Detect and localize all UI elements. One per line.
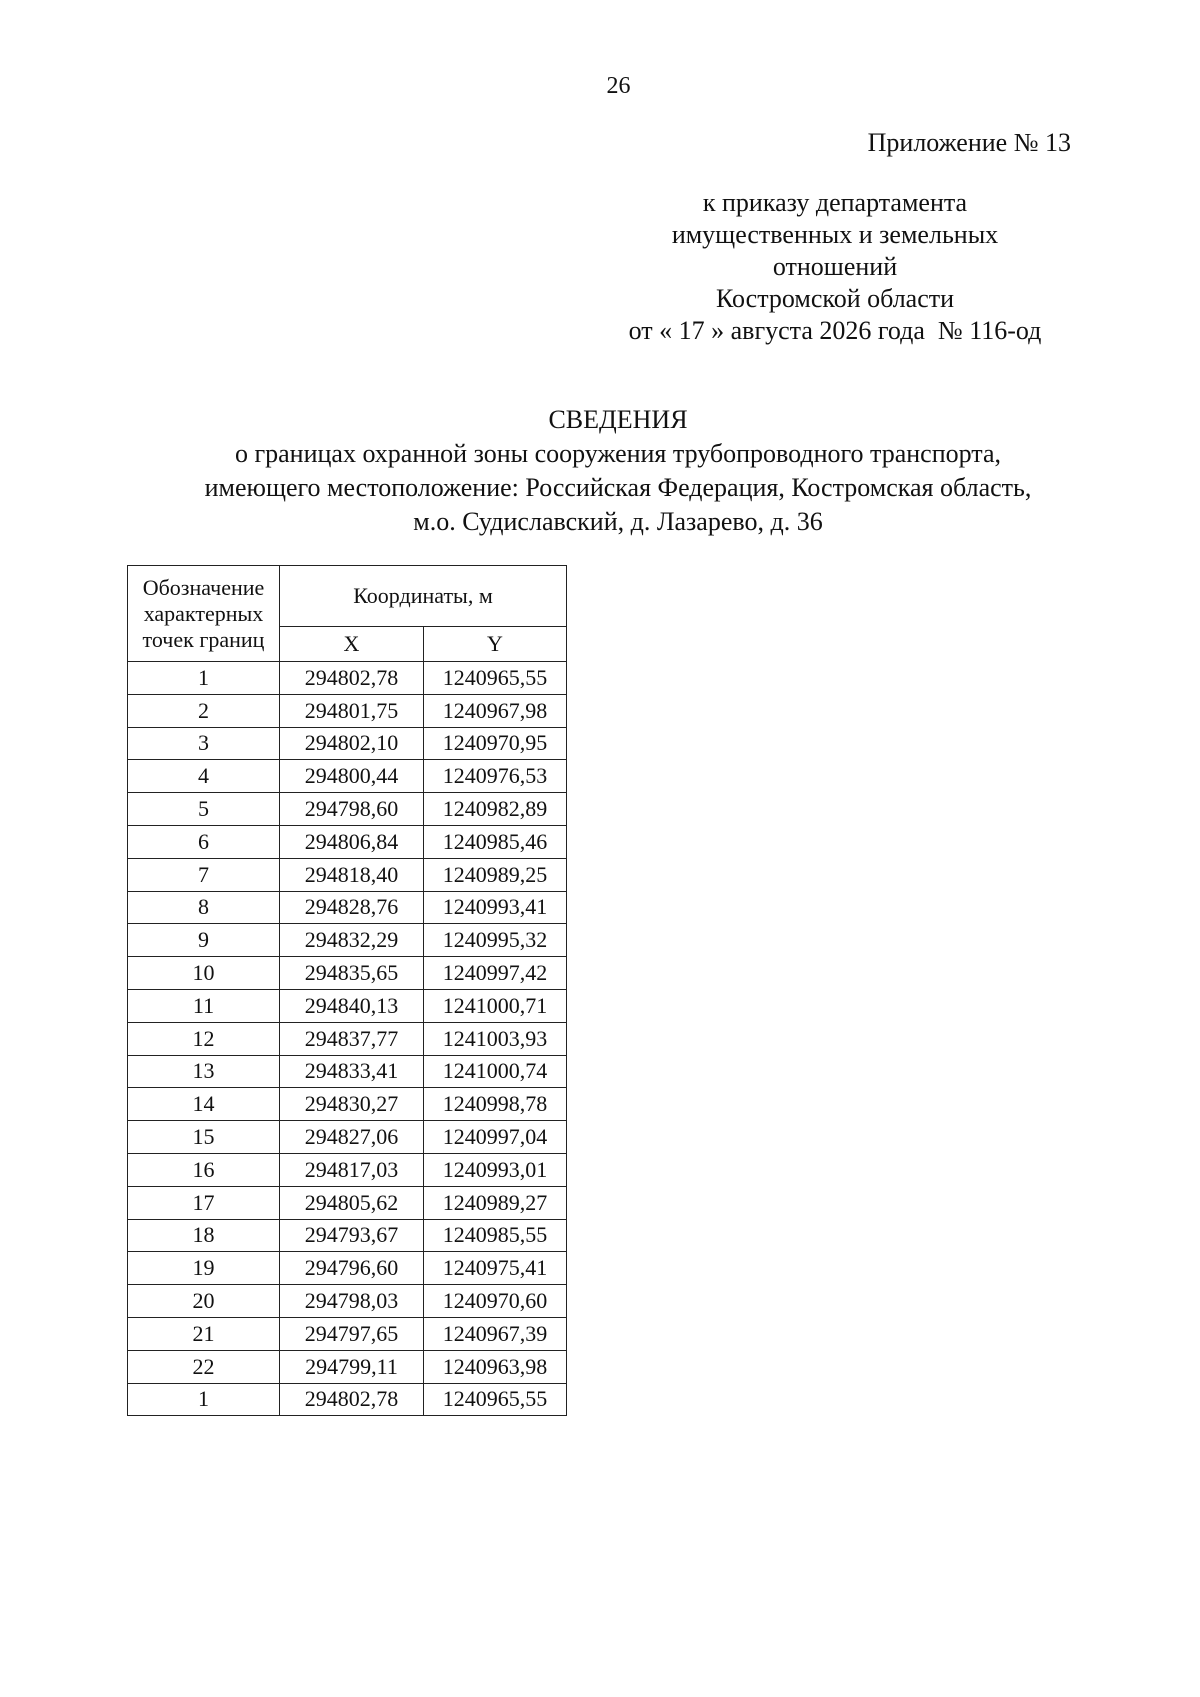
point-number-cell: 17 [128, 1186, 280, 1219]
table-row [128, 924, 567, 957]
point-number-cell: 14 [128, 1088, 280, 1121]
y-coordinate-cell: 1240976,53 [424, 760, 567, 793]
table-row [128, 1153, 567, 1186]
point-number-cell: 8 [128, 891, 280, 924]
x-coordinate-cell: 294833,41 [280, 1055, 424, 1088]
heading-line: имеющего местоположение: Российская Федерация, Костромская область, [204, 473, 1032, 502]
y-coordinate-cell: 1241000,74 [424, 1055, 567, 1088]
x-coordinate-cell: 294818,40 [280, 858, 424, 891]
y-coordinate-cell: 1240993,01 [424, 1153, 567, 1186]
order-line: к приказу департамента [702, 188, 968, 217]
point-number-cell: 22 [128, 1350, 280, 1383]
y-coordinate-cell: 1240989,27 [424, 1186, 567, 1219]
point-number-cell: 5 [128, 793, 280, 826]
table-row [128, 957, 567, 990]
table-row [128, 1022, 567, 1055]
point-number-cell: 10 [128, 957, 280, 990]
x-coordinate-cell: 294798,03 [280, 1285, 424, 1318]
document-heading [60, 403, 1176, 539]
table-row [128, 1219, 567, 1252]
x-coordinate-cell: 294835,65 [280, 957, 424, 990]
table-row [128, 662, 567, 695]
table-row [128, 727, 567, 760]
order-line: Костромской области [715, 284, 955, 313]
y-coordinate-cell: 1240982,89 [424, 793, 567, 826]
coordinates-table [127, 565, 567, 1416]
x-coordinate-cell: 294800,44 [280, 760, 424, 793]
y-coordinate-cell: 1240970,60 [424, 1285, 567, 1318]
point-number-cell: 18 [128, 1219, 280, 1252]
x-coordinate-cell: 294805,62 [280, 1186, 424, 1219]
y-coordinate-cell: 1240963,98 [424, 1350, 567, 1383]
table-row [128, 760, 567, 793]
point-number-cell: 1 [128, 662, 280, 695]
heading-line: о границах охранной зоны сооружения трубопроводного транспорта, [234, 439, 1002, 468]
y-coordinate-cell: 1240989,25 [424, 858, 567, 891]
table-row [128, 891, 567, 924]
table-row [128, 793, 567, 826]
x-coordinate-cell: 294840,13 [280, 989, 424, 1022]
y-coordinate-cell: 1240995,32 [424, 924, 567, 957]
table-row [128, 1383, 567, 1416]
y-coordinate-cell: 1240967,98 [424, 694, 567, 727]
table-row [128, 1350, 567, 1383]
y-coordinate-cell: 1240967,39 [424, 1317, 567, 1350]
order-line: отношений [772, 252, 898, 281]
point-number-cell: 7 [128, 858, 280, 891]
x-coordinate-cell: 294827,06 [280, 1121, 424, 1154]
page-number: 26 [606, 73, 631, 99]
x-coordinate-cell: 294832,29 [280, 924, 424, 957]
point-number-cell: 3 [128, 727, 280, 760]
order-line: имущественных и земельных [671, 220, 999, 249]
header-y: Y [424, 627, 567, 662]
table-row [128, 858, 567, 891]
y-coordinate-cell: 1240998,78 [424, 1088, 567, 1121]
header-x: X [280, 627, 424, 662]
y-coordinate-cell: 1240985,46 [424, 825, 567, 858]
x-coordinate-cell: 294830,27 [280, 1088, 424, 1121]
x-coordinate-cell: 294806,84 [280, 825, 424, 858]
y-coordinate-cell: 1240997,04 [424, 1121, 567, 1154]
y-coordinate-cell: 1240970,95 [424, 727, 567, 760]
point-number-cell: 16 [128, 1153, 280, 1186]
point-number-cell: 20 [128, 1285, 280, 1318]
point-number-cell: 13 [128, 1055, 280, 1088]
point-number-cell: 15 [128, 1121, 280, 1154]
heading-title: СВЕДЕНИЯ [548, 405, 688, 434]
heading-line: м.о. Судиславский, д. Лазарево, д. 36 [413, 507, 823, 536]
point-number-cell: 19 [128, 1252, 280, 1285]
point-number-cell: 21 [128, 1317, 280, 1350]
order-date-line: от « 17 » августа 2026 года № 116-од [628, 316, 1042, 345]
point-number-cell: 1 [128, 1383, 280, 1416]
y-coordinate-cell: 1241000,71 [424, 989, 567, 1022]
header-point-designation: Обозначение характерных точек границ [128, 566, 280, 662]
y-coordinate-cell: 1240993,41 [424, 891, 567, 924]
table-row [128, 989, 567, 1022]
table-row [128, 1088, 567, 1121]
x-coordinate-cell: 294802,10 [280, 727, 424, 760]
point-number-cell: 6 [128, 825, 280, 858]
x-coordinate-cell: 294799,11 [280, 1350, 424, 1383]
point-number-cell: 9 [128, 924, 280, 957]
table-row [128, 1055, 567, 1088]
appendix-title: Приложение № 13 [867, 128, 1071, 157]
y-coordinate-cell: 1240997,42 [424, 957, 567, 990]
point-number-cell: 12 [128, 1022, 280, 1055]
table-row [128, 1317, 567, 1350]
y-coordinate-cell: 1241003,93 [424, 1022, 567, 1055]
x-coordinate-cell: 294837,77 [280, 1022, 424, 1055]
x-coordinate-cell: 294802,78 [280, 1383, 424, 1416]
x-coordinate-cell: 294801,75 [280, 694, 424, 727]
y-coordinate-cell: 1240975,41 [424, 1252, 567, 1285]
header-coordinates: Координаты, м [280, 566, 567, 627]
x-coordinate-cell: 294817,03 [280, 1153, 424, 1186]
y-coordinate-cell: 1240965,55 [424, 1383, 567, 1416]
table-row [128, 1186, 567, 1219]
x-coordinate-cell: 294796,60 [280, 1252, 424, 1285]
x-coordinate-cell: 294798,60 [280, 793, 424, 826]
table-row [128, 1252, 567, 1285]
point-number-cell: 2 [128, 694, 280, 727]
table-row [128, 694, 567, 727]
x-coordinate-cell: 294797,65 [280, 1317, 424, 1350]
x-coordinate-cell: 294793,67 [280, 1219, 424, 1252]
table-row [128, 1285, 567, 1318]
point-number-cell: 4 [128, 760, 280, 793]
order-reference [585, 187, 1085, 347]
table-row [128, 1121, 567, 1154]
table-row [128, 825, 567, 858]
x-coordinate-cell: 294802,78 [280, 662, 424, 695]
table-body [128, 662, 567, 1416]
point-number-cell: 11 [128, 989, 280, 1022]
y-coordinate-cell: 1240965,55 [424, 662, 567, 695]
y-coordinate-cell: 1240985,55 [424, 1219, 567, 1252]
x-coordinate-cell: 294828,76 [280, 891, 424, 924]
